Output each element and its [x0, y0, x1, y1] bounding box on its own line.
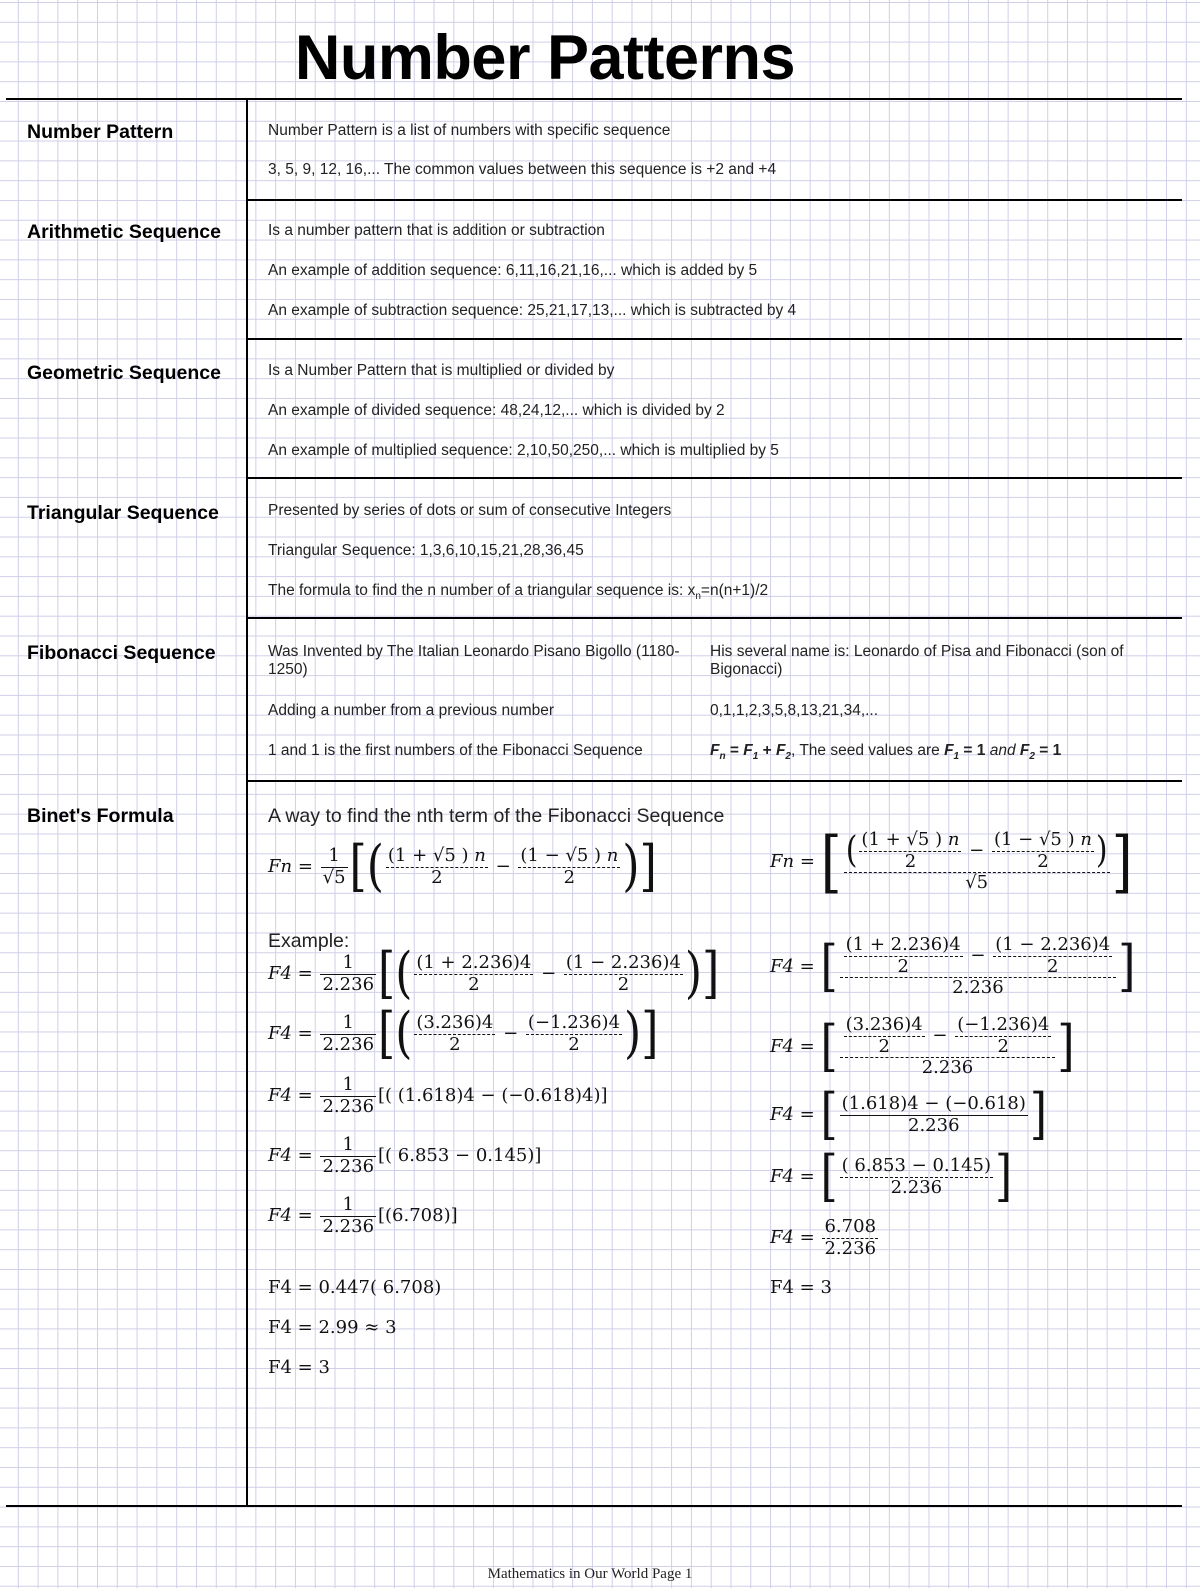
binet-intro: A way to find the nth term of the Fibonacci Sequence: [268, 805, 725, 827]
seed-s1: F: [944, 742, 954, 759]
fibonacci-left-1: Was Invented by The Italian Leonardo Pisano Bigollo (1180-1250): [268, 643, 680, 678]
number-pattern-line-1: Number Pattern is a list of numbers with specific sequence: [268, 122, 671, 139]
binet-example-label: Example:: [268, 930, 350, 952]
divider-2: [246, 338, 1182, 340]
geometric-line-1: Is a Number Pattern that is multiplied or divided by: [268, 362, 615, 379]
divider-4: [246, 617, 1182, 619]
binet-result-3: F4 = 3: [268, 1357, 330, 1378]
binet-right-step-3: F4 = [ $\frac{(1.618)4 - (-0.618)}{2.236}$ ]: [770, 1082, 1048, 1147]
bottom-rule: [6, 1505, 1182, 1507]
arithmetic-line-1: Is a number pattern that is addition or subtraction: [268, 222, 605, 239]
binet-step-2: F4 = $\frac{1}{2.236}$ [( $\frac{(3.236)4}{2}$ − $\frac{(-1.236)4}{2}$ )]: [268, 1001, 659, 1066]
binet-step-5: F4 = $\frac{1}{2.236}$ [(6.708)]: [268, 1194, 458, 1237]
binet-right-step-5: F4 = $\frac{6.708}{2.236}$: [770, 1216, 877, 1259]
seed-fn-sub: n: [719, 751, 726, 763]
seed-fn: F: [710, 742, 720, 759]
divider-3: [246, 477, 1182, 479]
triangular-formula-sub: n: [695, 591, 701, 603]
seed-s1-sub: 1: [953, 751, 960, 763]
triangular-formula-prefix: The formula to find the n number of a triangular sequence is: x: [268, 582, 696, 599]
fibonacci-left-3: 1 and 1 is the first numbers of the Fibonacci Sequence: [268, 742, 643, 759]
binet-step-1: F4 = $\frac{1}{2.236}$ [( $\frac{(1 + 2.236)4}{2}$ − $\frac{(1 - 2.236)4}{2}$ )]: [268, 941, 720, 1006]
seed-f2-sub: 2: [785, 751, 791, 763]
seed-s2: F: [1019, 742, 1030, 759]
divider-1: [246, 199, 1182, 201]
number-pattern-line-2: 3, 5, 9, 12, 16,... The common values between this sequence is +2 and +4: [268, 161, 777, 178]
fibonacci-seed-values: [710, 742, 1061, 762]
fibonacci-left-2: Adding a number from a previous number: [268, 702, 555, 719]
binet-right-result: F4 = 3: [770, 1277, 832, 1298]
binet-result-2: F4 = 2.99 ≈ 3: [268, 1317, 397, 1338]
fibonacci-right-1: His several name is: Leonardo of Pisa and Fibonacci (son of Bigonacci): [710, 643, 1124, 678]
seed-v2: = 1: [1034, 742, 1062, 759]
binet-formula-left: Fn = $\frac{1}{√5}$ [( $\frac{(1 + √5 ) n}{2}$ − $\frac{(1 - √5 ) n}{2}$ )]: [268, 834, 657, 899]
seed-f1: F: [743, 742, 753, 759]
label-fibonacci: Fibonacci Sequence: [27, 642, 216, 664]
column-divider: [246, 99, 248, 1506]
geometric-line-3: An example of multiplied sequence: 2,10,50,250,... which is multiplied by 5: [268, 442, 779, 459]
seed-f1-sub: 1: [752, 751, 759, 763]
triangular-formula: [268, 582, 768, 602]
page-title: Number Patterns: [294, 23, 796, 93]
seed-f2: F: [775, 742, 786, 759]
triangular-line-2: Triangular Sequence: 1,3,6,10,15,21,28,36,45: [268, 542, 584, 559]
top-rule: [6, 98, 1182, 100]
binet-right-step-2: F4 = [ $\frac{(3.236)4}{2}$ − $\frac{(-1.236)4}{2}$ 2.236 ]: [770, 1014, 1075, 1079]
label-geometric: Geometric Sequence: [27, 362, 221, 384]
binet-right-step-1: F4 = [ $\frac{(1 + 2.236)4}{2}$ − $\frac{(1 - 2.236)4}{2}$ 2.236 ]: [770, 934, 1136, 999]
divider-5: [246, 780, 1182, 782]
triangular-line-1: Presented by series of dots or sum of consecutive Integers: [268, 502, 672, 519]
seed-eq: =: [725, 742, 744, 759]
label-binet: Binet's Formula: [27, 805, 174, 827]
label-triangular: Triangular Sequence: [27, 502, 219, 524]
triangular-formula-suffix: =n(n+1)/2: [700, 582, 769, 599]
seed-and: and: [989, 742, 1020, 759]
seed-s2-sub: 2: [1029, 751, 1035, 763]
geometric-line-2: An example of divided sequence: 48,24,12,... which is divided by 2: [268, 402, 725, 419]
seed-v1: = 1: [959, 742, 990, 759]
label-arithmetic: Arithmetic Sequence: [27, 221, 221, 243]
seed-plus: +: [758, 742, 776, 759]
binet-formula-right: Fn = [ ( $\frac{(1 + √5 ) n}{2}$ − $\frac{(1 - √5 ) n}{2}$ ) √5 ]: [770, 822, 1133, 901]
binet-step-3: F4 = $\frac{1}{2.236}$ [( (1.618)4 − (−0.618)4)]: [268, 1074, 608, 1117]
binet-step-4: F4 = $\frac{1}{2.236}$ [( 6.853 − 0.145)]: [268, 1134, 542, 1177]
fibonacci-right-2: 0,1,1,2,3,5,8,13,21,34,...: [710, 702, 879, 719]
binet-result-1: F4 = 0.447( 6.708): [268, 1277, 442, 1298]
page-footer: Mathematics in Our World Page 1: [487, 1566, 693, 1582]
arithmetic-line-3: An example of subtraction sequence: 25,21,17,13,... which is subtracted by 4: [268, 302, 797, 319]
seed-text: , The seed values are: [790, 742, 945, 759]
binet-right-step-4: F4 = [ $\frac{( 6.853 - 0.145)}{2.236}$ ]: [770, 1144, 1013, 1209]
label-number-pattern: Number Pattern: [27, 121, 174, 143]
arithmetic-line-2: An example of addition sequence: 6,11,16,21,16,... which is added by 5: [268, 262, 758, 279]
